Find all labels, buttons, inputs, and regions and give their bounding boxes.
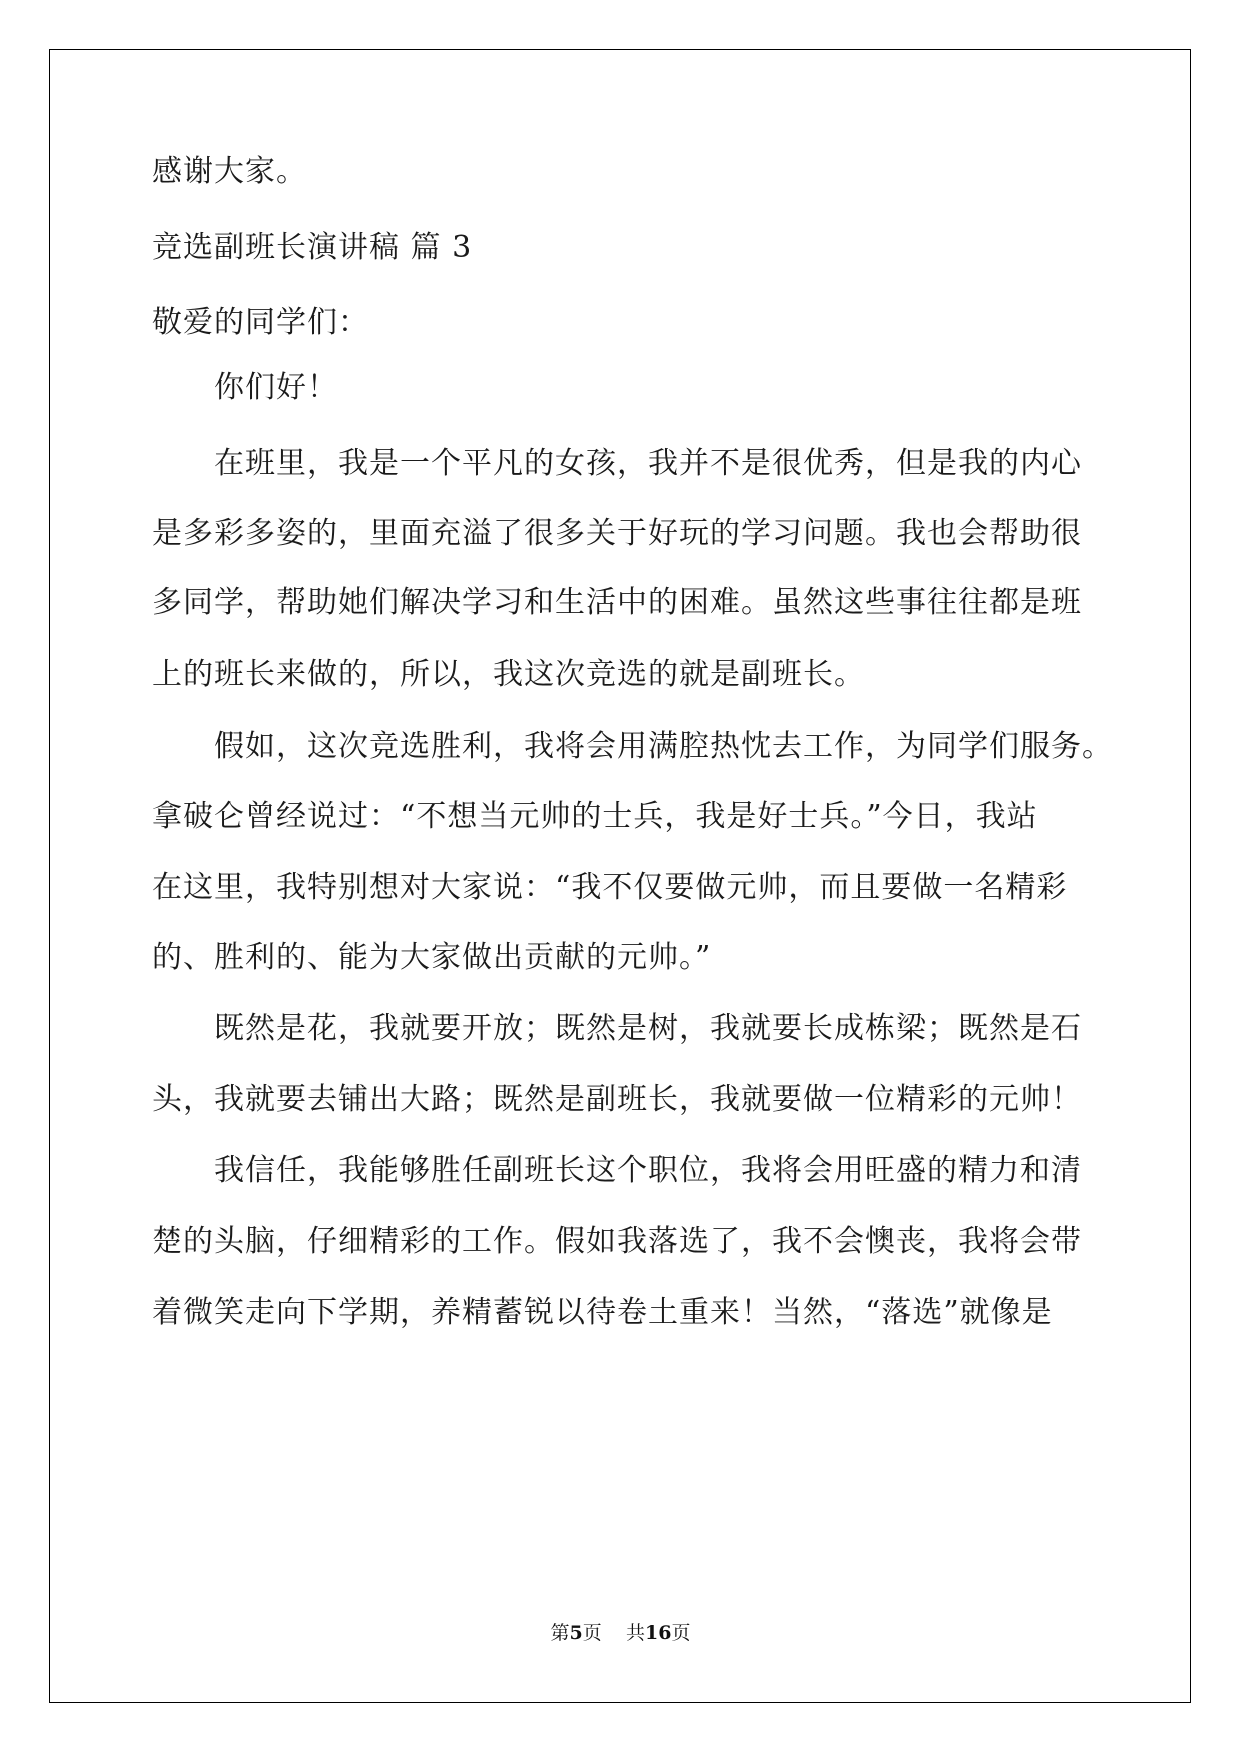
paragraph-line: 多同学，帮助她们解决学习和生活中的困难。虽然这些事往往都是班: [152, 585, 1082, 620]
paragraph-line: 在这里，我特别想对大家说：“我不仅要做元帅，而且要做一名精彩: [152, 870, 1068, 905]
paragraph-line: 着微笑走向下学期，养精蓄锐以待卷土重来！当然，“落选”就像是: [152, 1295, 1053, 1330]
paragraph-line: 是多彩多姿的，里面充溢了很多关于好玩的学习问题。我也会帮助很: [152, 516, 1082, 551]
greeting: 你们好！: [214, 370, 338, 405]
paragraph-line: 我信任，我能够胜任副班长这个职位，我将会用旺盛的精力和清: [214, 1153, 1082, 1188]
paragraph-line: 在班里，我是一个平凡的女孩，我并不是很优秀，但是我的内心: [214, 446, 1082, 481]
paragraph-line: 的、胜利的、能为大家做出贡献的元帅。”: [152, 940, 712, 975]
paragraph-line: 拿破仑曾经说过：“不想当元帅的士兵，我是好士兵。”今日，我站: [152, 799, 1038, 834]
paragraph-line: 楚的头脑，仔细精彩的工作。假如我落选了，我不会懊丧，我将会带: [152, 1224, 1082, 1259]
salutation: 敬爱的同学们：: [152, 305, 369, 340]
footer-total-prefix: 共: [625, 1622, 645, 1644]
text-line: 感谢大家。: [152, 154, 307, 189]
current-page-number: 5: [569, 1622, 583, 1644]
paragraph-line: 假如，这次竞选胜利，我将会用满腔热忱去工作，为同学们服务。: [214, 729, 1113, 764]
paragraph-line: 头，我就要去铺出大路；既然是副班长，我就要做一位精彩的元帅！: [152, 1082, 1082, 1117]
paragraph-line: 既然是花，我就要开放；既然是树，我就要长成栋梁；既然是石: [214, 1011, 1082, 1046]
section-heading: 竞选副班长演讲稿 篇 3: [152, 230, 473, 265]
total-page-count: 16: [644, 1622, 672, 1644]
paragraph-line: 上的班长来做的，所以，我这次竞选的就是副班长。: [152, 657, 865, 692]
footer-total-suffix: 页: [671, 1622, 691, 1644]
footer-page-suffix: 页: [582, 1622, 602, 1644]
page-footer: [0, 1618, 1241, 1645]
footer-prefix: 第: [550, 1622, 570, 1644]
